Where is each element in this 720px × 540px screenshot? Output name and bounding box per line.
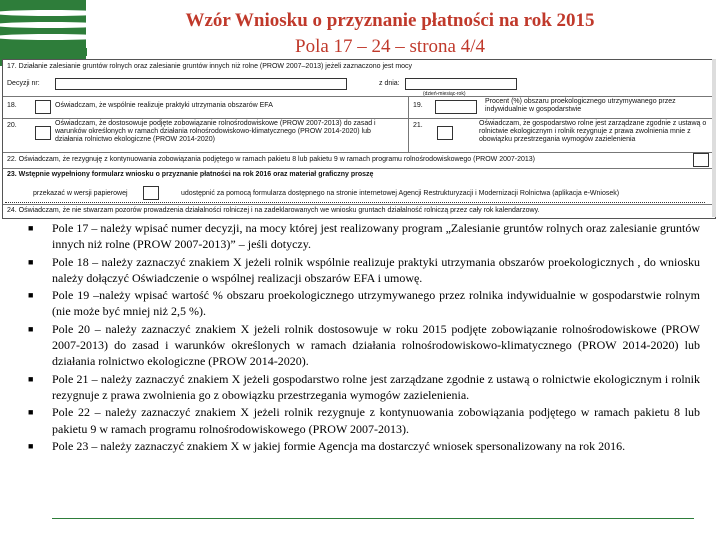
bullet-icon: ■ — [28, 373, 34, 384]
title-line-2: Pola 17 – 24 – strona 4/4 — [295, 36, 485, 57]
bullet-icon: ■ — [28, 323, 34, 334]
column-divider — [408, 96, 409, 118]
field-18-label: Oświadczam, że wspólnie realizuje praktyki utrzymania obszarów EFA — [55, 102, 273, 109]
field-19-label: Procent (%) obszaru proekologicznego utrzymywanego przez indywidualnie w gospodarstwie — [485, 98, 676, 113]
field-19-number: 19. — [413, 102, 423, 109]
decision-date-input[interactable] — [405, 78, 517, 90]
footer-rule — [52, 518, 694, 519]
bullet-icon: ■ — [28, 290, 34, 301]
list-item: ■ Pole 21 – należy zaznaczyć znakiem X jeżeli gospodarstwo rolne jest zarządzane zgodnie z ustawą o rolnictwie ekologicznym i rolnik rezygnuje z prawa zwolnienia go z obowiązku przestrzegania wymogów zazielenienia. — [28, 371, 700, 402]
list-item: ■ Pole 19 –należy wpisać wartość % obszaru proekologicznego utrzymywanego przez rolnika indywidualnie w gospodarstwie rolnym (nie może być mniej niż 2,5 %). — [28, 288, 700, 319]
list-item: ■ Pole 22 – należy zaznaczyć znakiem X jeżeli rolnik rezygnuje z kontynuowania zobowiązania podjętego w ramach pakietu 8 lub pakietu 9 w ramach programu rolnośrodowiskowego (PROW 2007-2013). — [28, 405, 700, 436]
form-row-22 — [3, 152, 715, 169]
field-19-percent-input[interactable] — [435, 100, 477, 114]
list-item: ■ Pole 18 – należy zaznaczyć znakiem X jeżeli rolnik wspólnie realizuje praktyki utrzymania obszarów proekologicznych , do wniosku należy dołączyć Oświadczenie o wspólnej realizacji obszarów EFA i umowę. — [28, 254, 700, 285]
instructions-list — [24, 220, 700, 455]
form-row-18-19 — [3, 96, 715, 119]
field-18-checkbox[interactable] — [35, 100, 51, 114]
field-20-number: 20. — [7, 122, 17, 129]
field-23-option-online: udostępnić za pomocą formularza dostępnego na stronie internetowej Agencji Restrukturyzacji i Modernizacji Rolnictwa (aplikacja e-Wniosek) — [181, 190, 620, 197]
field-23-option-paper: przekazać w wersji papierowej — [33, 190, 128, 197]
field-23-label: 23. Wstępnie wypełniony formularz wniosku o przyznanie płatności na rok 2016 oraz materiał graficzny proszę — [7, 171, 374, 178]
list-item: ■ Pole 17 – należy wpisać numer decyzji, na mocy której jest realizowany program „Zalesianie gruntów rolnych oraz zalesianie gruntów innych niż rolne (PROW 2007-2013)” – jeśli dotyczy. — [28, 221, 700, 252]
date-hint: (dzień-miesiąc-rok) — [423, 91, 466, 97]
arimr-logo — [0, 0, 86, 66]
title-line-1: Wzór Wniosku o przyznanie płatności na rok 2015 — [185, 10, 595, 31]
form-scroll-edge — [712, 59, 716, 217]
list-item: ■ Pole 20 – należy zaznaczyć znakiem X jeżeli rolnik dostosowuje w roku 2015 podjęte zobowiązanie rolnośrodowiskowe (PROW 2007-2013) do zasad i warunków określonych w ramach działania rolnośrodowiskowo-klimatycznego (PROW 2014-2020) lub działania rolnictwo ekologiczne (PROW 2014-2020). — [28, 321, 700, 369]
bullet-icon: ■ — [28, 440, 34, 451]
page-title — [90, 8, 690, 60]
form-row-23 — [3, 168, 715, 205]
column-divider — [408, 118, 409, 152]
decision-number-input[interactable] — [55, 78, 347, 90]
form-row-20-21 — [3, 118, 715, 153]
field-17-label: 17. Działanie zalesianie gruntów rolnych oraz zalesianie gruntów innych niż rolne (PROW 2007–2013) jeżeli zaznaczono jest mocy — [7, 63, 413, 70]
form-row-24 — [3, 204, 715, 218]
logo-divider — [84, 48, 87, 56]
dotted-divider — [5, 202, 705, 203]
field-20-label: Oświadczam, że dostosowuje podjęte zobowiązanie rolnośrodowiskowe (PROW 2007-2013) do zasad i warunków określonych w ramach działania rolnośrodowiskowo-klimatycznego (PROW 2014-2020) lub działania rolnictwo ekologiczne (PROW 2014-2020) — [55, 120, 376, 143]
field-21-label: Oświadczam, że gospodarstwo rolne jest zarządzane zgodnie z ustawą o rolnictwie ekologicznym i rolnik rezygnuje z prawa zwolnienia mnie z obowiązku przestrzegania wymogów zazielenienia — [479, 120, 707, 143]
field-17-decision-label: Decyzji nr: — [7, 80, 40, 87]
list-item: ■ Pole 23 – należy zaznaczyć znakiem X w jakiej formie Agencja ma dostarczyć wniosek spersonalizowany na rok 2016. — [28, 438, 626, 453]
bullet-icon: ■ — [28, 256, 34, 267]
field-22-checkbox[interactable] — [693, 153, 709, 167]
field-22-label: 22. Oświadczam, że rezygnuję z kontynuowania zobowiązania podjętego w ramach pakietu 8 lub pakietu 9 w ramach programu rolnośrodowiskowego (PROW 2007-2013) — [7, 156, 536, 163]
form-excerpt — [2, 59, 716, 219]
field-21-number: 21. — [413, 122, 423, 129]
field-23-paper-checkbox[interactable] — [143, 186, 159, 200]
field-21-checkbox[interactable] — [437, 126, 453, 140]
field-18-number: 18. — [7, 102, 17, 109]
field-17-date-label: z dnia: — [379, 80, 400, 87]
field-24-label: 24. Oświadczam, że nie stwarzam pozorów prowadzenia działalności rolniczej i na zadeklarowanych we wniosku gruntach działalność rolniczą przez cały rok kalendarzowy. — [7, 207, 540, 214]
bullet-icon: ■ — [28, 407, 34, 418]
bullet-icon: ■ — [28, 223, 34, 233]
field-20-checkbox[interactable] — [35, 126, 51, 140]
form-row-17 — [3, 60, 715, 97]
